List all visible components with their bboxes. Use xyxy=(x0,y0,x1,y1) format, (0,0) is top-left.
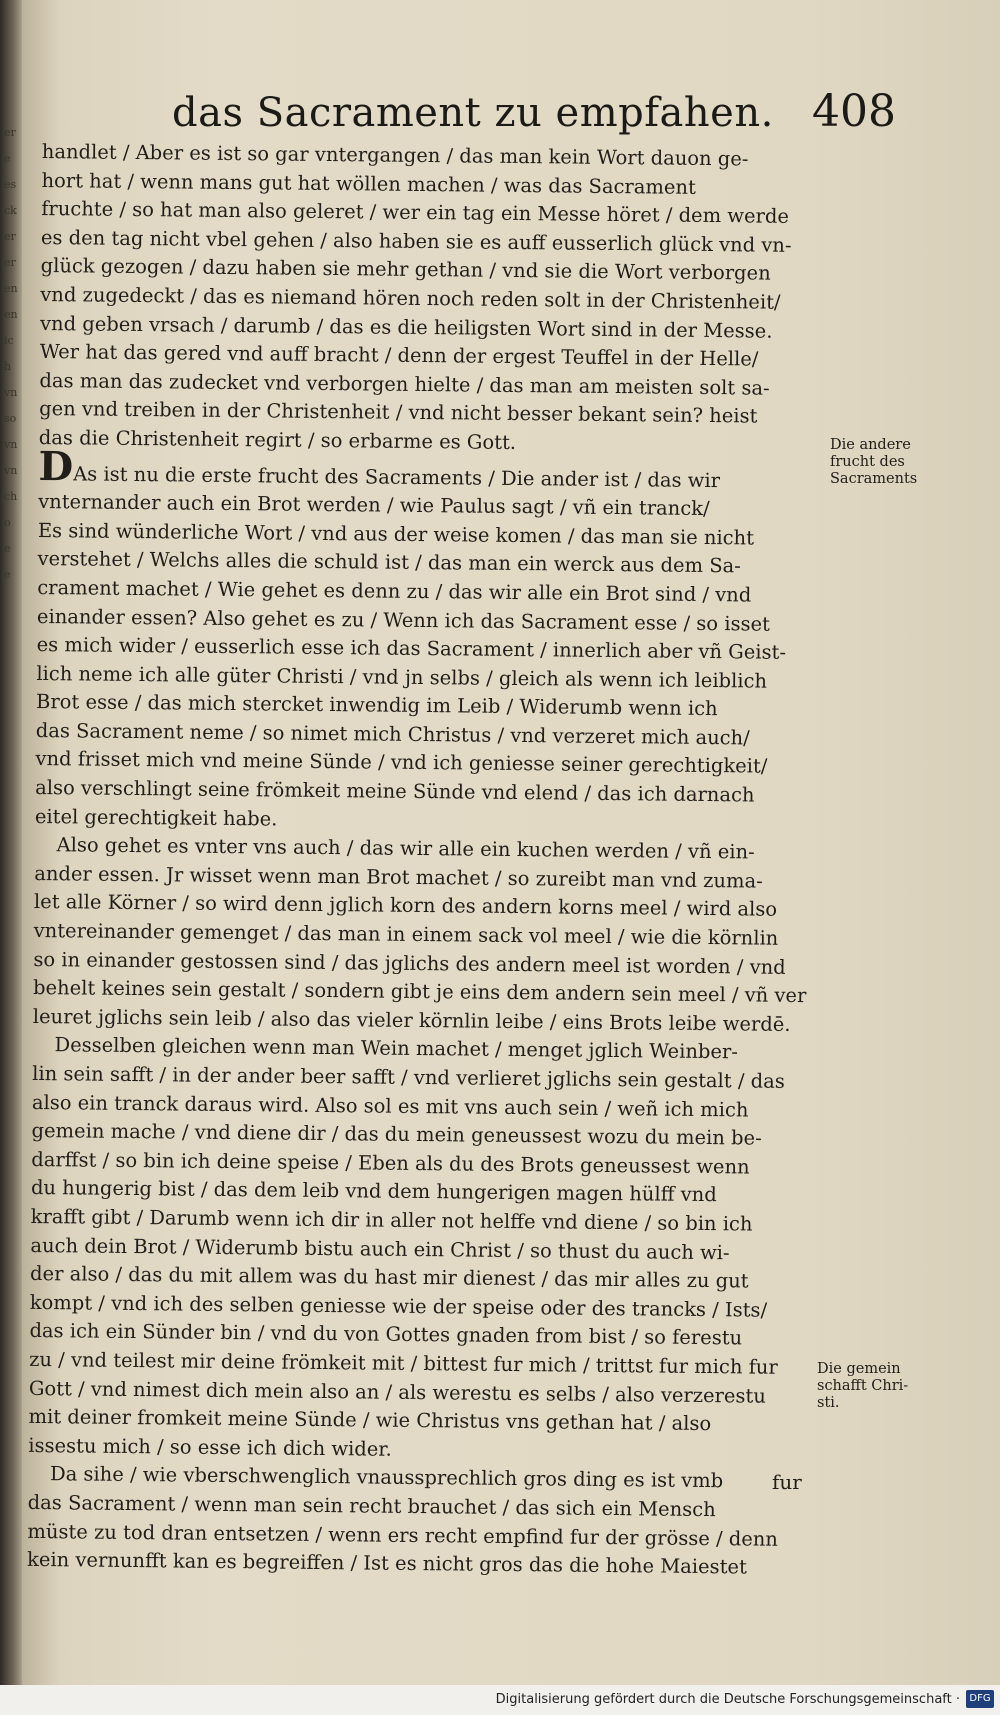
text-line: vnternander auch ein Brot werden / wie Paulus sagt / vñ ein tranck/ xyxy=(38,490,710,521)
paragraph xyxy=(39,138,822,461)
text-line: der also / das du mit allem was du hast mir dienest / das mir alles zu gut xyxy=(29,1262,749,1293)
text-line: handlet / Aber es ist so gar vntergangen / das man kein Wort dauon ge- xyxy=(41,139,749,171)
text-line: das ich ein Sünder bin / vnd du von Gottes gnaden from bist / so ferestu xyxy=(29,1319,743,1350)
text-line: lich neme ich alle güter Christi / vnd jn selbs / gleich als wenn ich leiblich xyxy=(36,661,768,693)
text-line: mit deiner fromkeit meine Sünde / wie Christus vns gethan hat / also xyxy=(28,1405,712,1436)
margin-note-gemeinschafft xyxy=(817,1361,927,1412)
paragraph xyxy=(33,831,815,1039)
funding-credit: Digitalisierung gefördert durch die Deutsche Forschungsgemeinschaft · xyxy=(495,1692,960,1707)
main-text-block xyxy=(27,138,822,1583)
text-line: Gott / vnd nimest dich mein also an / als werestu es selbs / also verzerestu xyxy=(28,1376,766,1408)
gutter-bleed-text: ere es ck er er en en ich vn so vn vn ch o e e xyxy=(4,126,18,581)
text-line: darffst / so bin ich deine speise / Eben als du des Brots geneussest wenn xyxy=(31,1147,750,1179)
catchword: fur xyxy=(772,1470,802,1494)
dfg-logo-icon: DFG xyxy=(966,1690,994,1708)
text-line: vnd zugedeckt / das es niemand hören noch reden solt in der Christenheit/ xyxy=(40,282,781,314)
margin-note-line: schafft Chri- xyxy=(817,1378,909,1394)
text-line: glück gezogen / dazu haben sie mehr gethan / vnd sie die Wort verborgen xyxy=(40,254,771,286)
text-line: das Sacrament / wenn man sein recht brauchet / das sich ein Mensch xyxy=(27,1490,716,1522)
text-line: eitel gerechtigkeit habe. xyxy=(34,804,278,831)
text-line: vnd geben vrsach / darumb / das es die heiligsten Wort sind in der Messe. xyxy=(39,311,773,343)
text-line: vntereinander gemenget / das man in einem sack vol meel / wie die körnlin xyxy=(33,918,779,950)
paragraph xyxy=(27,1460,808,1583)
text-line: let alle Körner / so wird denn jglich korn des andern korns meel / wird also xyxy=(33,890,778,922)
text-line: Desselben gleichen wenn man Wein machet / menget jglich Weinber- xyxy=(54,1033,739,1064)
text-line: issestu mich / so esse ich dich wider. xyxy=(28,1433,392,1461)
text-line: einander essen? Also gehet es zu / Wenn ich das Sacrament esse / so isset xyxy=(36,604,771,636)
text-line: auch dein Brot / Widerumb bistu auch ein Christ / so thust du auch wi- xyxy=(30,1233,730,1264)
text-line: lin sein safft / in der ander beer safft / vnd verlieret jglichs sein gestalt / das xyxy=(32,1061,785,1093)
paragraph xyxy=(34,442,819,840)
text-line: krafft gibt / Darumb wenn ich dir in aller not helffe vnd diene / so bin ich xyxy=(30,1204,753,1236)
footer-bar xyxy=(0,1685,1000,1715)
text-line: gemein mache / vnd diene dir / das du mein geneussest wozu du mein be- xyxy=(31,1119,762,1150)
margin-note-andere-frucht xyxy=(830,437,940,488)
text-line: müste zu tod dran entsetzen / wenn ers recht empfind fur der grösse / denn xyxy=(27,1519,779,1551)
text-line: Es sind wünderliche Wort / vnd aus der weise komen / das man sie nicht xyxy=(37,518,755,550)
text-line: gen vnd treiben in der Christenheit / vnd nicht besser bekant sein? heist xyxy=(39,397,758,428)
text-line: Da sihe / wie vberschwenglich vnaussprechlich gros ding es ist vmb xyxy=(49,1462,724,1493)
book-gutter xyxy=(0,0,22,1715)
text-line: so in einander gestossen sind / das jglichs des andern meel ist worden / vnd xyxy=(33,947,786,979)
text-line: also ein tranck daraus wird. Also sol es mit vns auch sein / weñ ich mich xyxy=(31,1090,749,1122)
drop-capital: D xyxy=(38,442,74,490)
text-line: behelt keines sein gestalt / sondern gibt je eins dem andern sein meel / vñ ver xyxy=(32,976,807,1008)
text-line: du hungerig bist / das dem leib vnd dem hungerigen magen hülff vnd xyxy=(30,1176,717,1207)
text-line: Wer hat das gered vnd auff bracht / denn der ergest Teuffel in der Helle/ xyxy=(39,340,759,371)
text-line: es den tag nicht vbel gehen / also haben sie es auff eusserlich glück vnd vn- xyxy=(40,225,792,257)
text-line: das man das zudecket vnd verborgen hielte / das man am meisten solt sa- xyxy=(39,368,770,400)
text-line: hort hat / wenn mans gut hat wöllen machen / was das Sacrament xyxy=(41,168,697,199)
running-head: das Sacrament zu empfahen. xyxy=(172,90,774,136)
text-line: crament machet / Wie gehet es denn zu / das wir alle ein Brot sind / vnd xyxy=(37,575,752,607)
text-line: es mich wider / eusserlich esse ich das Sacrament / innerlich aber vñ Geist- xyxy=(36,633,787,664)
text-line: Also gehet es vnter vns auch / das wir alle ein kuchen werden / vñ ein- xyxy=(56,833,755,864)
text-line: ander essen. Jr wisset wenn man Brot machet / so zureibt man vnd zuma- xyxy=(34,861,763,893)
text-line: zu / vnd teilest mir deine frömkeit mit / bittest fur mich / trittst fur mich fur xyxy=(29,1347,778,1379)
text-line: Brot esse / das mich stercket inwendig im Leib / Widerumb wenn ich xyxy=(35,690,718,721)
text-line: das die Christenheit regirt / so erbarme es Gott. xyxy=(38,425,517,454)
margin-note-line: Die andere xyxy=(830,437,911,453)
text-line: kein vernunfft kan es begreiffen / Ist es nicht gros das die hohe Maiestet xyxy=(26,1548,747,1579)
margin-note-line: Sacraments xyxy=(830,471,918,487)
text-line: kompt / vnd ich des selben geniesse wie der speise oder des trancks / Ists/ xyxy=(29,1290,768,1322)
book-page xyxy=(22,0,1000,1715)
text-line-rest: As ist nu die erste frucht des Sacraments / Die ander ist / das wir xyxy=(73,461,721,492)
text-line: leuret jglichs sein leib / also das vieler körnlin leibe / eins Brots leibe werdē. xyxy=(32,1004,791,1036)
text-line: vnd frisset mich vnd meine Sünde / vnd ich geniesse seiner gerechtigkeit/ xyxy=(35,747,768,779)
text-line: das Sacrament neme / so nimet mich Christus / vnd verzeret mich auch/ xyxy=(35,718,750,750)
text-line: also verschlingt seine frömkeit meine Sünde vnd elend / das ich darnach xyxy=(35,776,755,807)
page-number: 408 xyxy=(812,86,896,137)
margin-note-line: frucht des xyxy=(830,454,905,470)
paragraph xyxy=(28,1031,812,1468)
text-line: fruchte / so hat man also geleret / wer ein tag ein Messe höret / dem werde xyxy=(41,197,790,229)
margin-note-line: sti. xyxy=(817,1395,840,1411)
text-line: verstehet / Welchs alles die schuld ist / das man ein werck aus dem Sa- xyxy=(37,547,741,578)
margin-note-line: Die gemein xyxy=(817,1361,901,1377)
